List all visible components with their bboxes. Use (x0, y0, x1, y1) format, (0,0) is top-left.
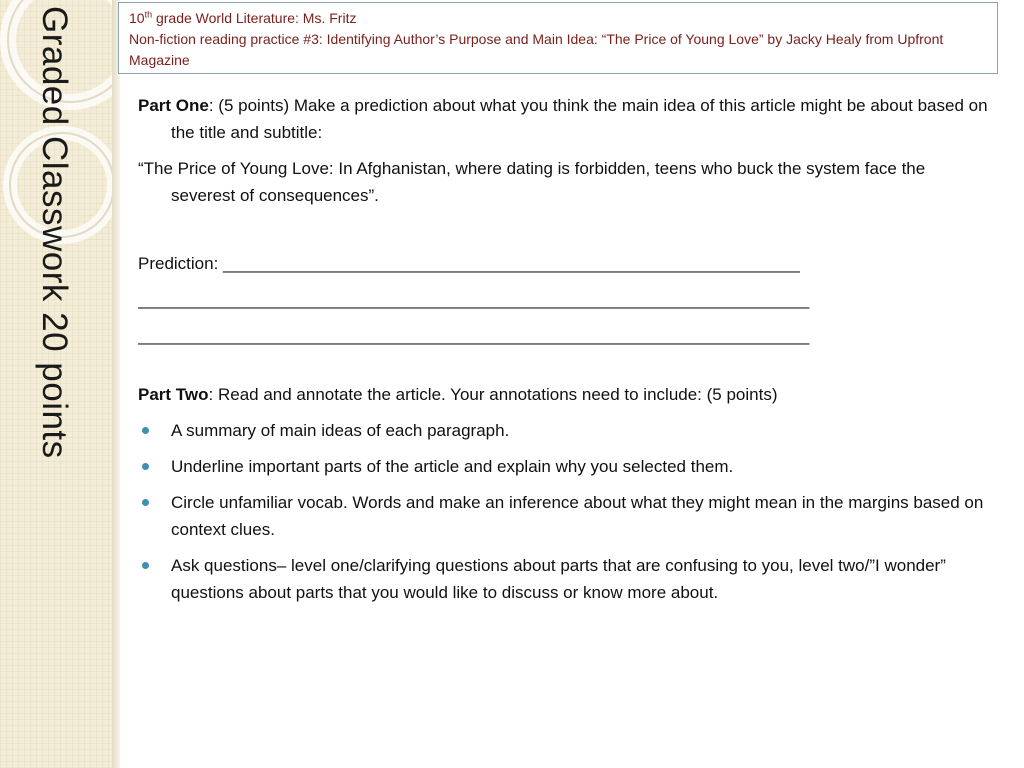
part-one-instructions (138, 92, 990, 146)
grade-number: 10 (129, 10, 145, 26)
list-item-text: Circle unfamiliar vocab. Words and make an inference about what they might mean in the margins based on context clues. (171, 493, 984, 539)
header-line-2: Non-fiction reading practice #3: Identifying Author’s Purpose and Main Idea: “The Price of Young Love” by Jacky Healy from Upfront Magazine (129, 31, 944, 68)
list-item-text: A summary of main ideas of each paragraph. (171, 421, 510, 440)
article-title-quote: “The Price of Young Love: In Afghanistan, where dating is forbidden, teens who buck the system face the severest of consequences”. (138, 159, 926, 205)
list-item (138, 552, 990, 606)
course-title: grade World Literature: Ms. Fritz (152, 10, 357, 26)
list-item-text: Underline important parts of the article and explain why you selected them. (171, 457, 734, 476)
main-content (138, 92, 990, 615)
part-two-text: : Read and annotate the article. Your annotations need to include: (5 points) (208, 385, 778, 404)
bullet-icon (142, 499, 149, 506)
list-item (138, 417, 990, 444)
grade-superscript: th (144, 9, 153, 20)
prediction-blank: _____________________________________________________________ (223, 254, 800, 273)
bullet-icon (142, 427, 149, 434)
part-one-label: Part One (138, 96, 209, 115)
answer-blank-line: _______________________________________________________________________ (138, 326, 810, 345)
prediction-label: Prediction: (138, 254, 224, 273)
bullet-icon (142, 463, 149, 470)
spacer (138, 349, 990, 381)
header-line-1 (129, 8, 987, 29)
spacer (138, 218, 990, 250)
sidebar-panel (0, 0, 112, 768)
list-item-text: Ask questions– level one/clarifying questions about parts that are confusing to you, level two/”I wonder” questions about parts that you would like to discuss or know more about. (171, 556, 946, 602)
sidebar-edge (112, 0, 120, 768)
part-one-text: : (5 points) Make a prediction about what you think the main idea of this article might be about based on the title and subtitle: (171, 96, 988, 142)
list-item (138, 489, 990, 543)
bullet-icon (142, 562, 149, 569)
vertical-title: Graded Classwork 20 points (35, 6, 74, 459)
answer-blank-line: _______________________________________________________________________ (138, 290, 810, 309)
part-two-label: Part Two (138, 385, 209, 404)
prediction-line (138, 250, 990, 277)
header-box (118, 2, 998, 74)
annotation-requirements-list (138, 417, 990, 606)
part-two-instructions (138, 381, 990, 408)
list-item (138, 453, 990, 480)
